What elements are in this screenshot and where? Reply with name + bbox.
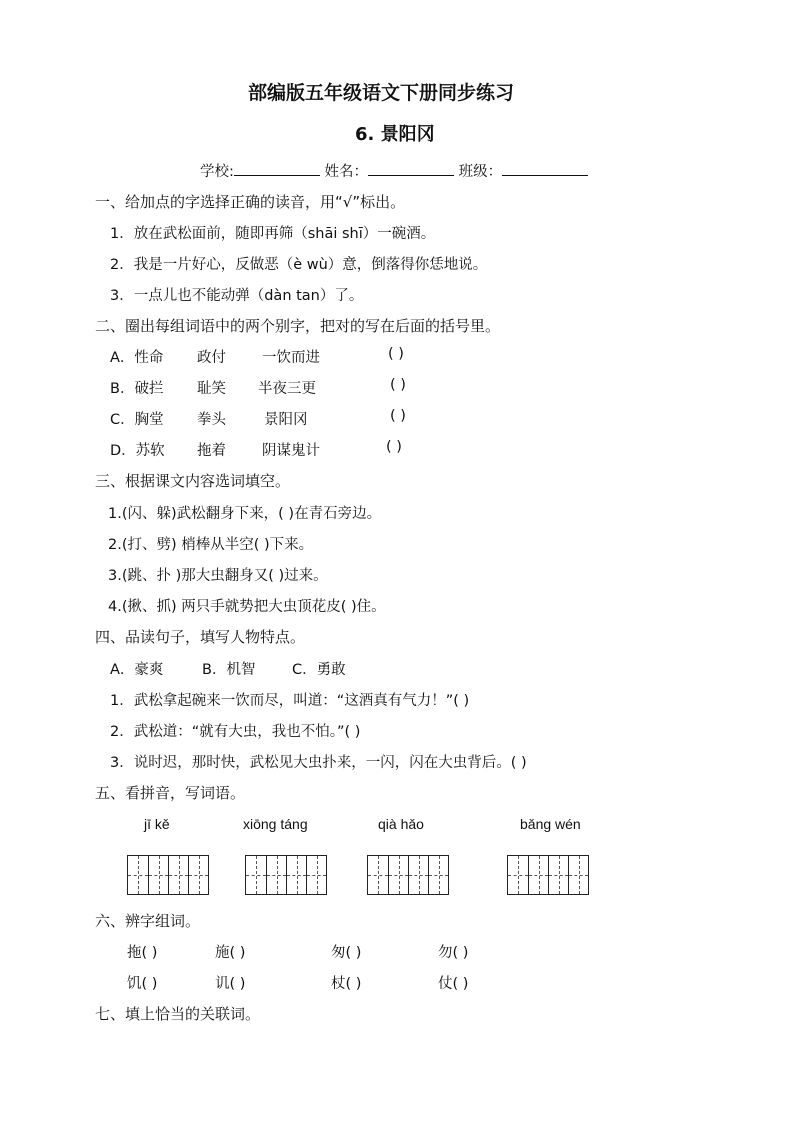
class-blank[interactable] xyxy=(502,161,588,176)
grid-cell[interactable] xyxy=(168,856,188,894)
page-title: 部编版五年级语文下册同步练习 xyxy=(248,82,515,104)
s4-option: A．豪爽 xyxy=(110,662,164,678)
s3-item: 4.(揪、抓) 两只手就势把大虫顶花皮( )住。 xyxy=(108,599,386,615)
s6-item[interactable]: 施( ) xyxy=(215,945,246,961)
s3-item: 2.(打、劈) 梢棒从半空( )下来。 xyxy=(108,537,314,553)
s2-paren[interactable]: ( ) xyxy=(386,439,402,455)
name-blank[interactable] xyxy=(368,161,454,176)
section-4-heading: 四、品读句子，填写人物特点。 xyxy=(95,628,306,646)
s4-item: 2．武松道：“就有大虫，我也不怕。”( ) xyxy=(110,724,361,740)
s2-word: 政付 xyxy=(197,350,226,366)
grid-cell[interactable] xyxy=(508,856,528,894)
tianzige-box-2[interactable] xyxy=(245,855,327,895)
grid-cell[interactable] xyxy=(306,856,326,894)
s2-paren[interactable]: ( ) xyxy=(390,377,406,393)
grid-cell[interactable] xyxy=(128,856,148,894)
s4-item: 1．武松拿起碗来一饮而尽，叫道：“这酒真有气力！”( ) xyxy=(110,693,470,709)
lesson-title: 6. 景阳冈 xyxy=(355,124,435,145)
pinyin-label: jī kě xyxy=(144,816,170,832)
grid-cell[interactable] xyxy=(568,856,588,894)
section-2-heading: 二、圈出每组词语中的两个别字，把对的写在后面的括号里。 xyxy=(95,317,501,335)
s2-label: D．苏软 xyxy=(110,443,165,459)
grid-cell[interactable] xyxy=(148,856,168,894)
pinyin-label: qià hǎo xyxy=(378,816,424,832)
grid-cell[interactable] xyxy=(408,856,428,894)
s4-option: B．机智 xyxy=(202,662,256,678)
s2-paren[interactable]: ( ) xyxy=(390,408,406,424)
s1-item: 1．放在武松面前，随即再筛（shāi shī）一碗酒。 xyxy=(110,226,436,242)
s2-word: 拳头 xyxy=(197,412,226,428)
s2-word: 一饮而进 xyxy=(262,350,320,366)
grid-cell[interactable] xyxy=(368,856,388,894)
s2-word: 半夜三更 xyxy=(258,381,316,397)
grid-cell[interactable] xyxy=(428,856,448,894)
name-label: 姓名： xyxy=(324,164,368,180)
s4-item: 3．说时迟，那时快，武松见大虫扑来，一闪，闪在大虫背后。( ) xyxy=(110,755,527,771)
s2-word: 拖着 xyxy=(197,443,226,459)
grid-cell[interactable] xyxy=(286,856,306,894)
tianzige-box-3[interactable] xyxy=(367,855,449,895)
s2-row xyxy=(110,377,163,398)
pinyin-label: bǎng wén xyxy=(520,816,581,832)
s3-item: 3.(跳、扑 )那大虫翻身又( )过来。 xyxy=(108,568,328,584)
info-line xyxy=(200,160,588,181)
s4-option: C．勇敢 xyxy=(292,662,346,678)
s2-paren[interactable]: ( ) xyxy=(388,346,404,362)
s2-word: 耻笑 xyxy=(197,381,226,397)
grid-cell[interactable] xyxy=(548,856,568,894)
s2-row xyxy=(110,408,164,429)
section-1-heading: 一、给加点的字选择正确的读音，用“√”标出。 xyxy=(95,193,406,211)
school-label: 学校: xyxy=(200,164,234,180)
class-label: 班级： xyxy=(458,164,503,180)
s2-row xyxy=(110,346,163,367)
s2-row xyxy=(110,439,165,460)
s1-item: 3．一点儿也不能动弹（dàn tan）了。 xyxy=(110,288,364,304)
grid-cell[interactable] xyxy=(266,856,286,894)
s1-item: 2．我是一片好心，反做恶（è wù）意，倒落得你恁地说。 xyxy=(110,257,488,273)
grid-cell[interactable] xyxy=(528,856,548,894)
grid-cell[interactable] xyxy=(388,856,408,894)
s6-item[interactable]: 拖( ) xyxy=(127,945,158,961)
s3-item: 1.(闪、躲)武松翻身下来，( )在青石旁边。 xyxy=(108,506,382,522)
school-blank[interactable] xyxy=(234,161,320,176)
s2-word: 阴谋鬼计 xyxy=(262,443,320,459)
s6-item[interactable]: 杖( ) xyxy=(331,976,362,992)
s6-item[interactable]: 匆( ) xyxy=(331,945,362,961)
s2-label: C．胸堂 xyxy=(110,412,164,428)
section-7-heading: 七、填上恰当的关联词。 xyxy=(95,1005,261,1023)
s6-item[interactable]: 仗( ) xyxy=(438,976,469,992)
s6-item[interactable]: 饥( ) xyxy=(127,976,158,992)
s6-item[interactable]: 讥( ) xyxy=(215,976,246,992)
s2-word: 景阳冈 xyxy=(264,412,308,428)
s2-label: A．性命 xyxy=(110,350,164,366)
s2-label: B．破拦 xyxy=(110,381,164,397)
tianzige-box-1[interactable] xyxy=(127,855,209,895)
grid-cell[interactable] xyxy=(188,856,208,894)
s6-item[interactable]: 勿( ) xyxy=(438,945,469,961)
grid-cell[interactable] xyxy=(246,856,266,894)
tianzige-box-4[interactable] xyxy=(507,855,589,895)
section-5-heading: 五、看拼音，写词语。 xyxy=(95,784,246,802)
pinyin-label: xiōng táng xyxy=(243,816,308,832)
section-3-heading: 三、根据课文内容选词填空。 xyxy=(95,472,291,490)
section-6-heading: 六、辨字组词。 xyxy=(95,912,201,930)
